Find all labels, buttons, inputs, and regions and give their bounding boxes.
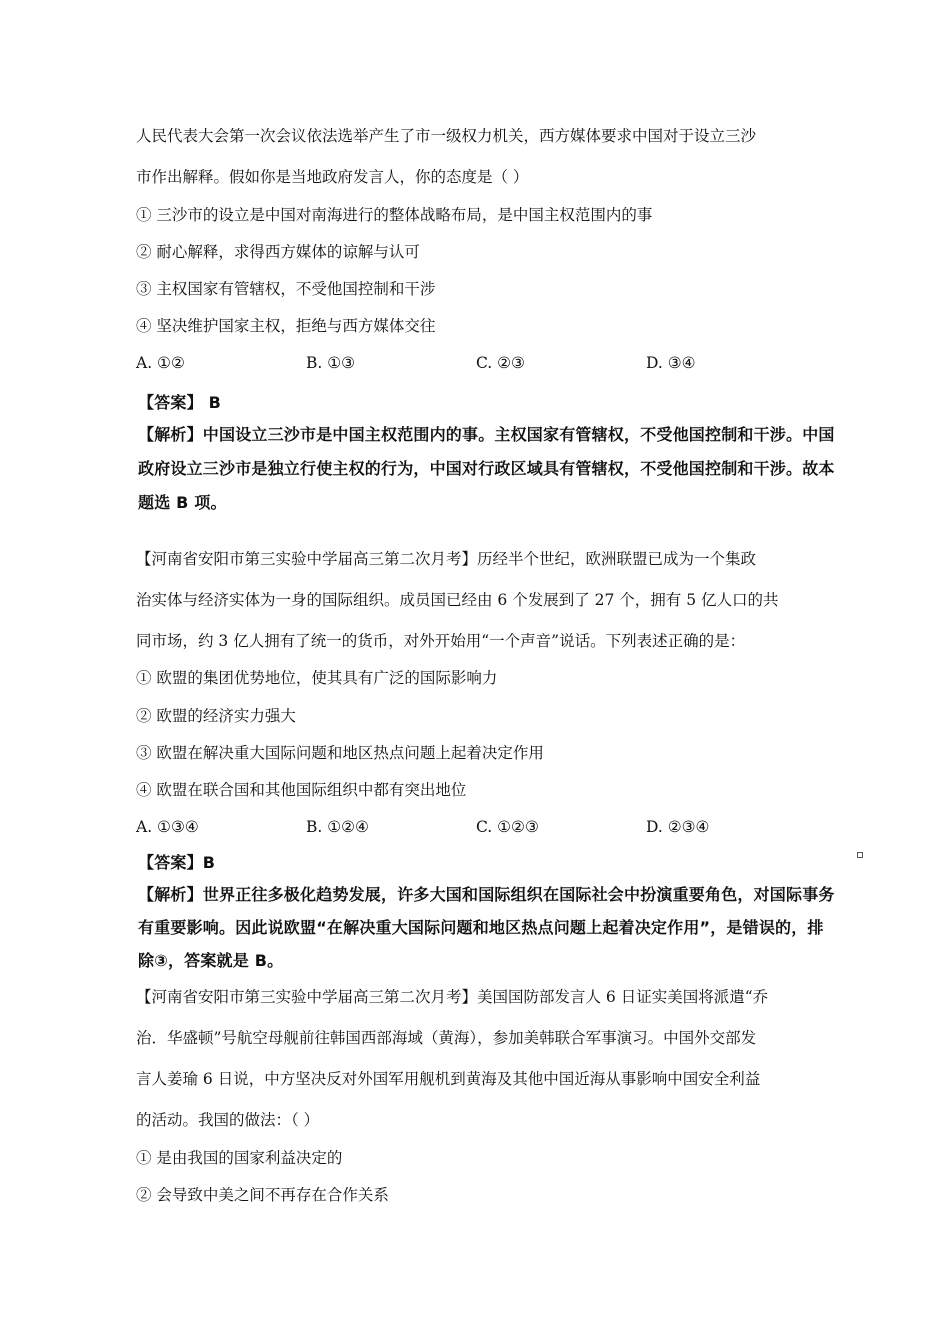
q3-item-2: ② 会导致中美之间不再存在合作关系	[136, 1186, 389, 1204]
q1-analysis-line-2: 政府设立三沙市是独立行使主权的行为，中国对行政区域具有管辖权，不受他国控制和干涉。故本	[138, 459, 835, 478]
q1-stem-line-2: 市作出解释。假如你是当地政府发言人，你的态度是（ ）	[136, 168, 529, 186]
q2-option-c: C. ①②③	[476, 818, 539, 836]
q1-options	[136, 352, 896, 374]
q3-item-1: ① 是由我国的国家利益决定的	[136, 1149, 343, 1167]
q1-option-d: D. ③④	[646, 354, 696, 372]
q2-answer: 【答案】B	[138, 853, 216, 872]
q2-stem-line-3: 同市场，约 3 亿人拥有了统一的货币，对外开始用“一个声音”说话。下列表述正确的是：	[136, 632, 746, 650]
small-square-marker	[857, 852, 863, 858]
q1-option-c: C. ②③	[476, 354, 525, 372]
q3-stem-line-1: 【河南省安阳市第三实验中学届高三第二次月考】美国国防部发言人 6 日证实美国将派遣“乔	[136, 988, 769, 1006]
q2-stem-line-1: 【河南省安阳市第三实验中学届高三第二次月考】历经半个世纪，欧洲联盟已成为一个集政	[136, 550, 757, 568]
q1-option-a: A. ①②	[136, 354, 185, 372]
q1-analysis-line-3: 题选 B 项。	[138, 493, 227, 512]
q2-item-4: ④ 欧盟在联合国和其他国际组织中都有突出地位	[136, 781, 467, 799]
q3-stem-line-3: 言人姜瑜 6 日说，中方坚决反对外国军用舰机到黄海及其他中国近海从事影响中国安全利益	[136, 1070, 761, 1088]
q1-item-3: ③ 主权国家有管辖权，不受他国控制和干涉	[136, 280, 436, 298]
q2-item-2: ② 欧盟的经济实力强大	[136, 707, 296, 725]
q1-item-4: ④ 坚决维护国家主权，拒绝与西方媒体交往	[136, 317, 436, 335]
q3-stem-line-4: 的活动。我国的做法：（ ）	[136, 1111, 320, 1129]
q2-item-3: ③ 欧盟在解决重大国际问题和地区热点问题上起着决定作用	[136, 744, 544, 762]
q2-option-d: D. ②③④	[646, 818, 710, 836]
q1-option-b: B. ①③	[306, 354, 356, 372]
q2-analysis-line-3: 除③，答案就是 B。	[138, 951, 284, 970]
q2-analysis-line-2: 有重要影响。因此说欧盟“在解决重大国际问题和地区热点问题上起着决定作用”，是错误的，排	[138, 918, 824, 937]
q2-stem-line-2: 治实体与经济实体为一身的国际组织。成员国已经由 6 个发展到了 27 个，拥有 5 亿人口的共	[136, 591, 779, 609]
q2-option-b: B. ①②④	[306, 818, 369, 836]
q2-options	[136, 816, 896, 838]
q3-stem-line-2: 治．华盛顿”号航空母舰前往韩国西部海域（黄海），参加美韩联合军事演习。中国外交部发	[136, 1029, 757, 1047]
q1-analysis-line-1: 【解析】中国设立三沙市是中国主权范围内的事。主权国家有管辖权，不受他国控制和干涉。中国	[138, 425, 835, 444]
q1-stem-line-1: 人民代表大会第一次会议依法选举产生了市一级权力机关，西方媒体要求中国对于设立三沙	[136, 127, 757, 145]
q1-item-1: ① 三沙市的设立是中国对南海进行的整体战略布局，是中国主权范围内的事	[136, 206, 653, 224]
q2-analysis-line-1: 【解析】世界正往多极化趋势发展，许多大国和国际组织在国际社会中扮演重要角色，对国际事务	[138, 885, 835, 904]
q1-item-2: ② 耐心解释，求得西方媒体的谅解与认可	[136, 243, 420, 261]
q1-answer: 【答案】 B	[138, 393, 221, 412]
q2-item-1: ① 欧盟的集团优势地位，使其具有广泛的国际影响力	[136, 669, 498, 687]
q2-option-a: A. ①③④	[136, 818, 199, 836]
